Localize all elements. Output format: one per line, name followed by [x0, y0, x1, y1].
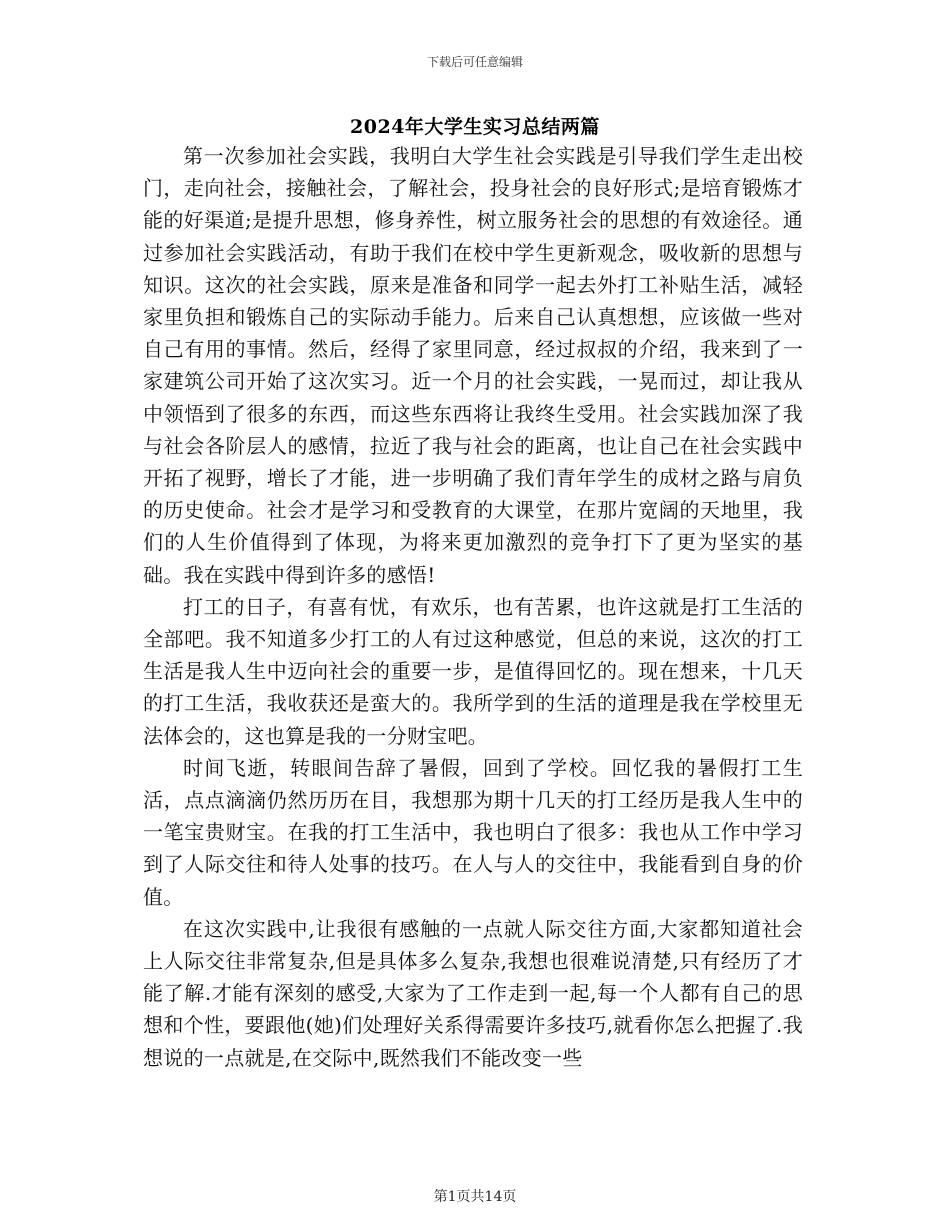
header-note: 下载后可任意编辑 [426, 55, 523, 69]
paragraph: 第一次参加社会实践，我明白大学生社会实践是引导我们学生走出校门，走向社会，接触社会，了解社会，投身社会的良好形式;是培育锻炼才能的好渠道;是提升思想，修身养性，树立服务社会的思想的有效途径。通过参加社会实践活动，有助于我们在校中学生更新观念，吸收新的思想与知识。这次的社会实践，原来是准备和同学一起去外打工补贴生活，减轻家里负担和锻炼自己的实际动手能力。后来自己认真想想，应该做一些对自己有用的事情。然后，经得了家里同意，经过叔叔的介绍，我来到了一家建筑公司开始了这次实习。近一个月的社会实践，一晃而过，却让我从中领悟到了很多的东西，而这些东西将让我终生受用。社会实践加深了我与社会各阶层人的感情，拉近了我与社会的距离，也让自己在社会实践中开拓了视野，增长了才能，进一步明确了我们青年学生的成材之路与肩负的历史使命。社会才是学习和受教育的大课堂，在那片宽阔的天地里，我们的人生价值得到了体现，为将来更加激烈的竞争打下了更为坚实的基础。我在实践中得到许多的感悟! [143, 144, 803, 587]
document-body [143, 140, 803, 1074]
paragraph: 在这次实践中,让我很有感触的一点就人际交往方面,大家都知道社会上人际交往非常复杂,但是具体多么复杂,我想也很难说清楚,只有经历了才能了解.才能有深刻的感受,大家为了工作走到一起,每一个人都有自己的思想和个性，要跟他(她)们处理好关系得需要许多技巧,就看你怎么把握了.我想说的一点就是,在交际中,既然我们不能改变一些 [143, 916, 803, 1070]
page-footer: 第1页共14页 [433, 1189, 517, 1205]
paragraph: 时间飞逝，转眼间告辞了暑假，回到了学校。回忆我的暑假打工生活，点点滴滴仍然历历在目，我想那为期十几天的打工经历是我人生中的一笔宝贵财宝。在我的打工生活中，我也明白了很多：我也从工作中学习到了人际交往和待人处事的技巧。在人与人的交往中，我能看到自身的价值。 [143, 755, 803, 909]
paragraph: 打工的日子，有喜有忧，有欢乐，也有苦累，也许这就是打工生活的全部吧。我不知道多少打工的人有过这种感觉，但总的来说，这次的打工生活是我人生中迈向社会的重要一步，是值得回忆的。现在想来，十几天的打工生活，我收获还是蛮大的。我所学到的生活的道理是我在学校里无法体会的，这也算是我的一分财宝吧。 [143, 594, 803, 748]
document-title: 2024年大学生实习总结两篇 [350, 116, 600, 138]
